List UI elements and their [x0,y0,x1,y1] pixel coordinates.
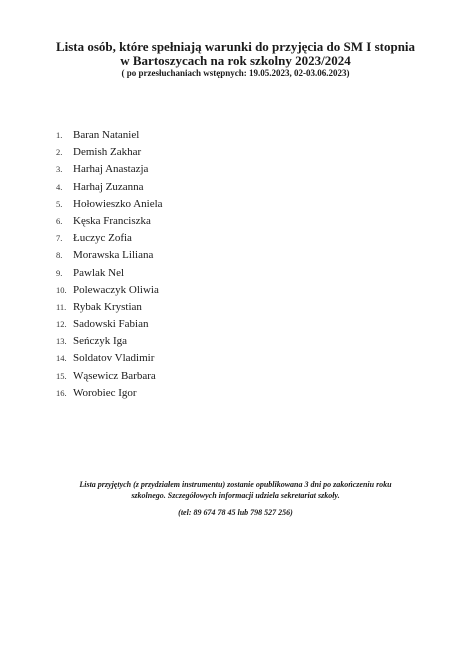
list-item [56,299,163,316]
list-item [56,316,163,333]
list-item-name: Rybak Krystian [73,300,142,313]
list-item-number: 2. [56,147,63,158]
list-item [56,333,163,350]
list-item [56,144,163,161]
list-item-number: 5. [56,198,63,209]
list-item-number: 15. [56,370,67,381]
list-item [56,213,163,230]
document-title-line-1: Lista osób, które spełniają warunki do przyjęcia do SM I stopnia [55,39,416,54]
list-item-number: 11. [56,301,67,312]
list-item-name: Demish Zakhar [73,146,142,159]
list-item-name: Polewaczyk Oliwia [73,283,159,296]
list-item-number: 12. [56,319,67,330]
list-item [56,282,163,299]
list-item [56,196,163,213]
list-item [56,385,163,402]
list-item-name: Soldatov Vladimir [73,352,155,365]
candidates-list [56,127,163,402]
list-item-number: 9. [56,267,63,278]
list-item-name: Baran Nataniel [73,129,140,141]
footer-note-line-2: szkolnego. Szczegółowych informacji udziela sekretariat szkoły. [131,491,340,500]
list-item-name: Łuczyc Zofia [73,232,132,245]
list-item-number: 10. [56,284,67,295]
list-item-name: Morawska Liliana [73,249,154,262]
footer-contact: (tel: 89 674 78 45 lub 798 527 256) [178,508,293,517]
list-item [56,127,163,144]
list-item-name: Harhaj Anastazja [73,163,149,176]
list-item [56,265,163,282]
list-item [56,179,163,196]
list-item-number: 16. [56,387,67,398]
document-title-line-2: w Bartoszycach na rok szkolny 2023/2024 [120,53,351,68]
footer-note-line-1: Lista przyjętych (z przydziałem instrumentu) zostanie opublikowana 3 dni po zakończeniu roku [79,480,392,489]
list-item [56,230,163,247]
list-item-number: 4. [56,181,63,192]
list-item-name: Worobiec Igor [73,386,137,399]
list-item-number: 14. [56,353,67,364]
list-item-number: 13. [56,336,67,347]
document-subtitle: ( po przesłuchaniach wstępnych: 19.05.2023, 02-03.06.2023) [121,68,350,78]
list-item-name: Harhaj Zuzanna [73,180,144,193]
list-item-name: Sadowski Fabian [73,318,149,331]
list-item-name: Seńczyk Iga [73,335,128,348]
list-item-number: 3. [56,164,63,175]
list-item-name: Hołowieszko Aniela [73,197,163,210]
list-item-name: Wąsewicz Barbara [73,369,156,382]
list-item-name: Pawlak Nel [73,266,125,279]
list-item-number: 1. [56,130,63,140]
list-item [56,368,163,385]
document-header [30,40,441,79]
list-item [56,247,163,264]
list-item-number: 6. [56,215,63,226]
list-item-number: 7. [56,233,63,244]
list-item-number: 8. [56,250,63,261]
list-item [56,161,163,178]
document-footer [40,479,431,518]
list-item-name: Kęska Franciszka [73,214,151,227]
list-item [56,350,163,367]
